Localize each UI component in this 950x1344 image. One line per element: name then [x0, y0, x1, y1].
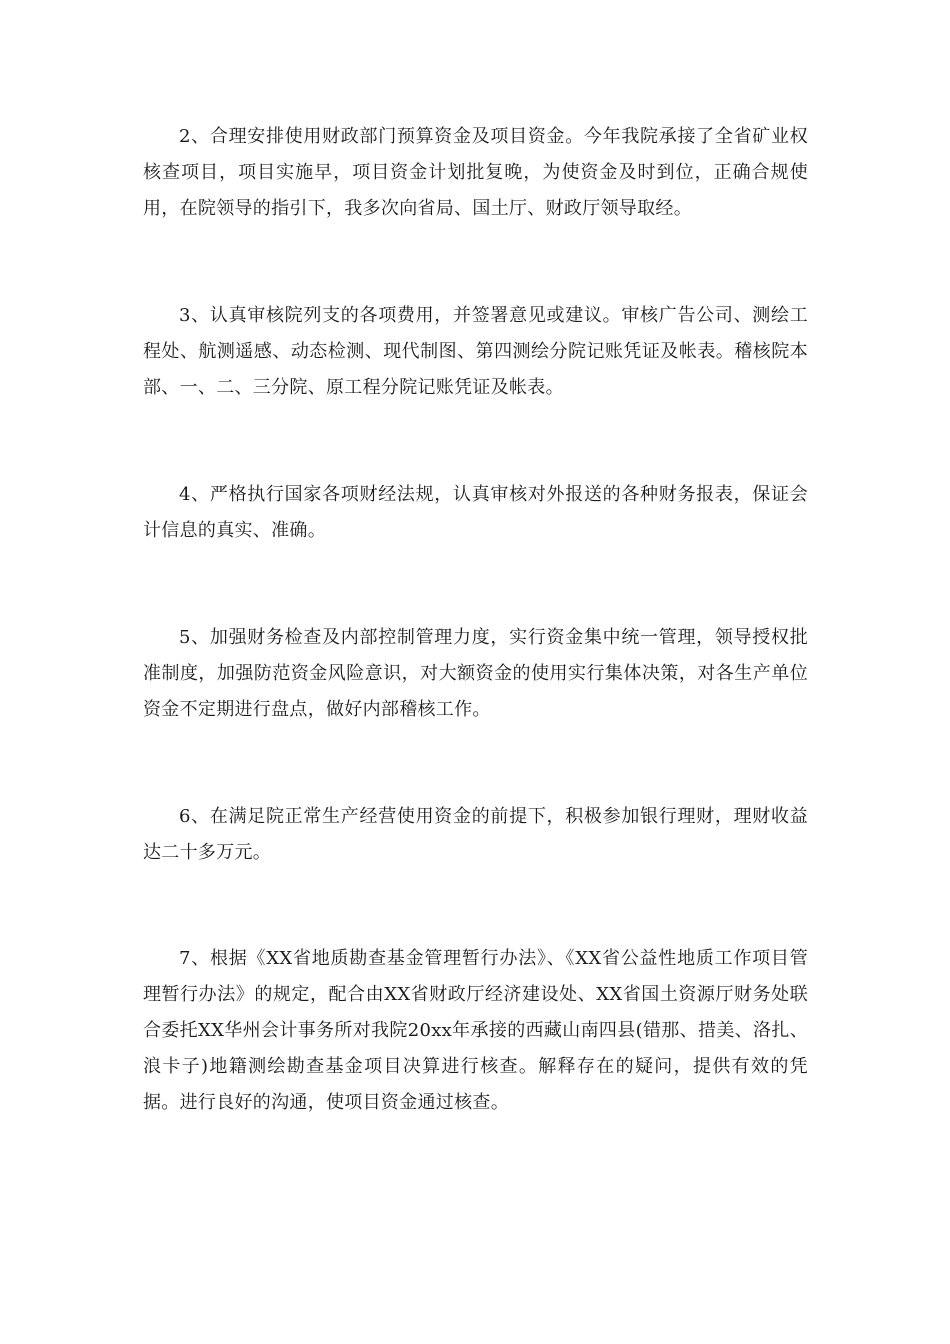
paragraph-item-4: 4、严格执行国家各项财经法规，认真审核对外报送的各种财务报表，保证会计信息的真实、准确。	[143, 484, 808, 541]
paragraph-item-5: 5、加强财务检查及内部控制管理力度，实行资金集中统一管理，领导授权批准制度，加强防范资金风险意识，对大额资金的使用实行集体决策，对各生产单位资金不定期进行盘点，做好内部稽核工作。	[143, 627, 808, 720]
paragraph-item-6: 6、在满足院正常生产经营使用资金的前提下，积极参加银行理财，理财收益达二十多万元。	[143, 806, 808, 863]
paragraph-item-3: 3、认真审核院列支的各项费用，并签署意见或建议。审核广告公司、测绘工程处、航测遥感、动态检测、现代制图、第四测绘分院记账凭证及帐表。稽核院本部、一、二、三分院、原工程分院记账凭证及帐表。	[143, 305, 808, 398]
paragraph-item-2: 2、合理安排使用财政部门预算资金及项目资金。今年我院承接了全省矿业权核查项目，项目实施早，项目资金计划批复晚，为使资金及时到位，正确合规使用，在院领导的指引下，我多次向省局、国土厅、财政厅领导取经。	[143, 126, 808, 219]
paragraph-item-7: 7、根据《XX省地质勘查基金管理暂行办法》、《XX省公益性地质工作项目管理暂行办法》的规定，配合由XX省财政厅经济建设处、XX省国土资源厅财务处联合委托XX华州会计事务所对我院20xx年承接的西藏山南四县(错那、措美、洛扎、浪卡子)地籍测绘勘查基金项目决算进行核查。解释存在的疑问，提供有效的凭据。进行良好的沟通，使项目资金通过核查。	[143, 948, 808, 1113]
